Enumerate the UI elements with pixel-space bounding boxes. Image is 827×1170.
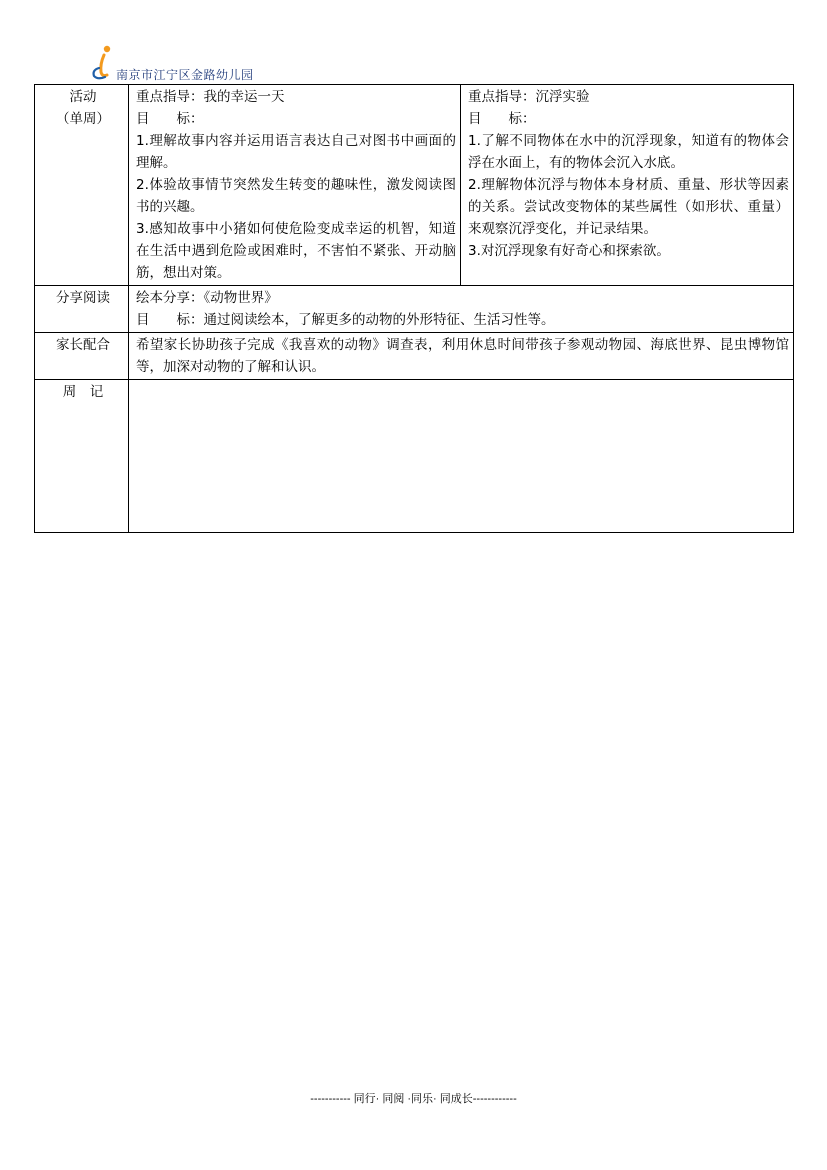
activity-left-goal-label: 目 标：	[136, 111, 204, 127]
parents-text: 希望家长协助孩子完成《我喜欢的动物》调查表，利用休息时间带孩子参观动物园、海底世界、昆虫博物馆等，加深对动物的了解和认识。	[129, 333, 794, 380]
activity-left-goal: 1.理解故事内容并运用语言表达自己对图书中画面的理解。	[136, 133, 456, 171]
activity-right-goal: 2.理解物体沉浮与物体本身材质、重量、形状等因素的关系。尝试改变物体的某些属性（如形状、重量）来观察沉浮变化，并记录结果。	[468, 177, 789, 237]
share-reading-book: 绘本分享：《动物世界》	[136, 290, 278, 306]
weekly-note-row	[35, 380, 794, 533]
weekly-note-label: 周 记	[35, 380, 129, 533]
activity-right-goal-label: 目 标：	[468, 111, 536, 127]
activity-label-cell	[35, 85, 129, 286]
activity-left-heading: 重点指导：我的幸运一天	[136, 89, 285, 105]
share-reading-row	[35, 286, 794, 333]
weekly-plan-table	[34, 84, 794, 533]
activity-label: 活动	[69, 89, 97, 105]
activity-right-goal: 1.了解不同物体在水中的沉浮现象，知道有的物体会浮在水面上，有的物体会沉入水底。	[468, 133, 789, 171]
share-reading-label: 分享阅读	[35, 286, 129, 333]
activity-left-goal: 2.体验故事情节突然发生转变的趣味性，激发阅读图书的兴趣。	[136, 177, 456, 215]
share-reading-goal: 目 标：通过阅读绘本，了解更多的动物的外形特征、生活习性等。	[136, 312, 555, 328]
school-name: 南京市江宁区金路幼儿园	[116, 68, 254, 82]
activity-right-heading: 重点指导：沉浮实验	[468, 89, 590, 105]
weekly-note-content[interactable]	[129, 380, 794, 533]
page-header	[90, 44, 390, 84]
parents-label: 家长配合	[35, 333, 129, 380]
activity-left-cell	[129, 85, 461, 286]
activity-label-sub: （单周）	[56, 111, 110, 127]
activity-right-cell	[461, 85, 794, 286]
share-reading-cell	[129, 286, 794, 333]
activity-row	[35, 85, 794, 286]
parents-row	[35, 333, 794, 380]
activity-right-goal: 3.对沉浮现象有好奇心和探索欲。	[468, 243, 670, 259]
activity-left-goal: 3.感知故事中小猪如何使危险变成幸运的机智，知道在生活中遇到危险或困难时，不害怕不紧张、开动脑筋，想出对策。	[136, 221, 456, 281]
page-footer: ----------- 同行· 同阅 ·同乐· 同成长------------	[310, 1093, 517, 1105]
school-logo	[90, 44, 116, 80]
